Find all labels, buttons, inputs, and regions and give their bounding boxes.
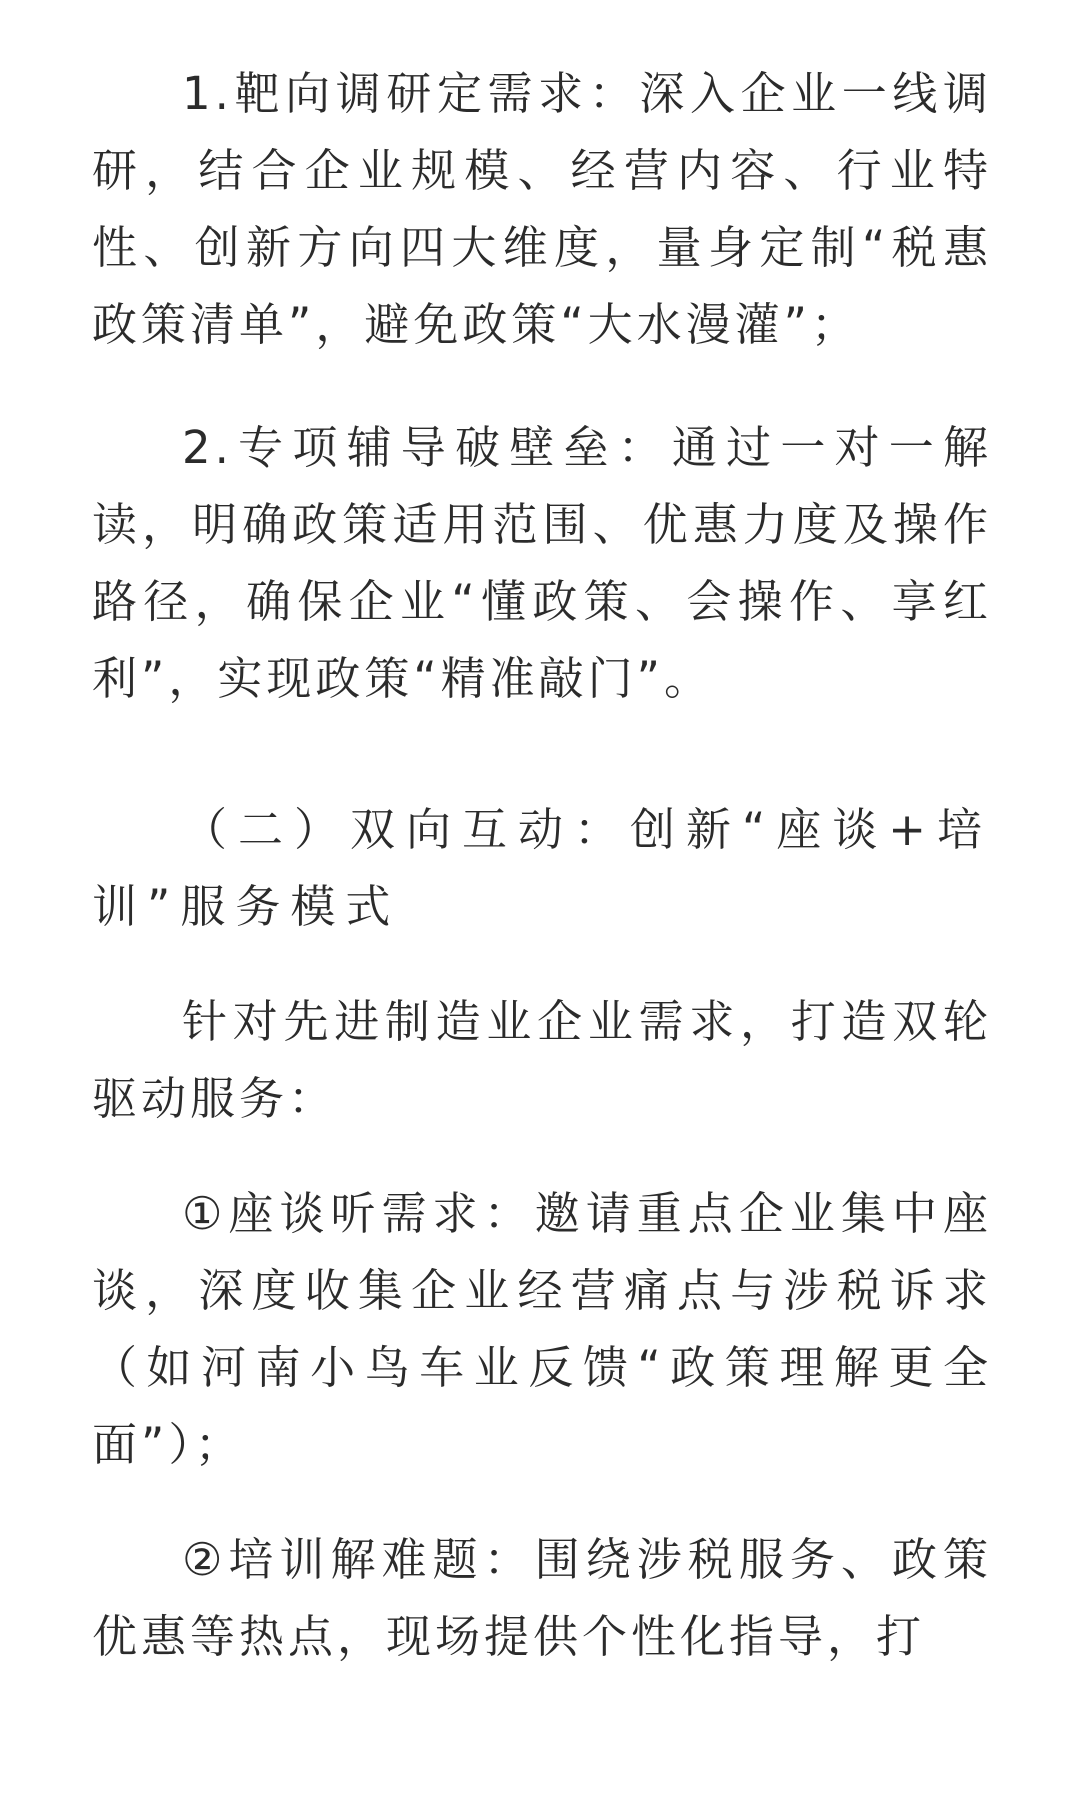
paragraph-training: ②培训解难题：围绕涉税服务、政策优惠等热点，现场提供个性化指导，打: [92, 1533, 992, 1663]
article-body: [92, 55, 992, 1675]
section-heading-two-way-interaction: （二）双向互动：创新“座谈+培训”服务模式: [92, 803, 992, 933]
paragraph-dual-wheel-service: 针对先进制造业企业需求，打造双轮驱动服务：: [92, 995, 992, 1125]
paragraph-symposium: ①座谈听需求：邀请重点企业集中座谈，深度收集企业经营痛点与涉税诉求（如河南小鸟车业反馈“政策理解更全面”）；: [92, 1187, 992, 1471]
paragraph-special-guidance: 2.专项辅导破壁垒：通过一对一解读，明确政策适用范围、优惠力度及操作路径，确保企业“懂政策、会操作、享红利”，实现政策“精准敲门”。: [92, 421, 992, 705]
paragraph-targeted-research: 1.靶向调研定需求：深入企业一线调研，结合企业规模、经营内容、行业特性、创新方向四大维度，量身定制“税惠政策清单”，避免政策“大水漫灌”；: [92, 67, 992, 351]
